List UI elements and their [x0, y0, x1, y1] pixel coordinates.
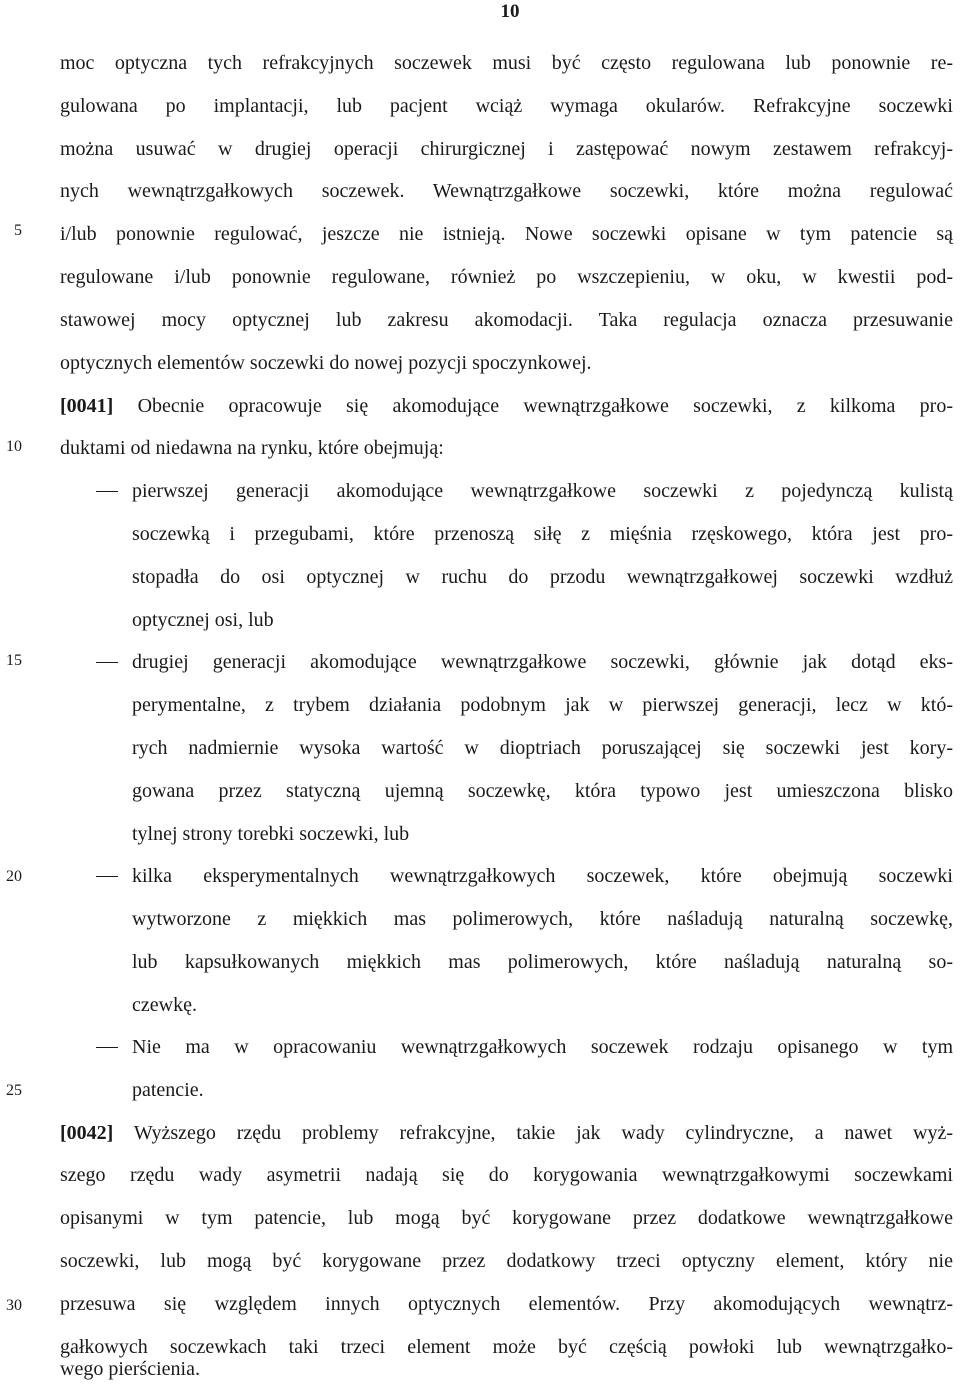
paragraph-line: opisanymi w tym patencie, lub mogą być korygowane przez dodatkowe wewnątrzgałkowe: [60, 1207, 953, 1229]
paragraph-line: moc optyczna tych refrakcyjnych soczewek musi być często regulowana lub ponownie re-: [60, 52, 953, 74]
paragraph-line: [60, 391, 953, 421]
paragraph-line: przesuwa się względem innych optycznych elementów. Przy akomodujących wewnątrz-: [60, 1293, 953, 1315]
list-item-line: wytworzone z miękkich mas polimerowych, które naśladują naturalną soczewkę,: [132, 908, 953, 930]
line-number: 30: [6, 1297, 22, 1314]
list-item-line: drugiej generacji akomodujące wewnątrzgałkowe soczewki, głównie jak dotąd eks-: [132, 651, 953, 673]
list-item-line: patencie.: [132, 1079, 204, 1101]
list-item-line: pierwszej generacji akomodujące wewnątrzgałkowe soczewki z pojedynczą kulistą: [132, 480, 953, 502]
list-item-line: soczewką i przegubami, które przenoszą siłę z mięśnia rzęskowego, która jest pro-: [132, 523, 953, 545]
paragraph-line: i/lub ponownie regulować, jeszcze nie istnieją. Nowe soczewki opisane w tym patencie są: [60, 223, 953, 245]
page-number: 10: [500, 1, 520, 22]
paragraph-text: Obecnie opracowuje się akomodujące wewnątrzgałkowe soczewki, z kilkoma pro-: [113, 395, 953, 417]
list-item-line: gowana przez statyczną ujemną soczewkę, która typowo jest umieszczona blisko: [132, 780, 953, 802]
list-item-line: kilka eksperymentalnych wewnątrzgałkowych soczewek, które obejmują soczewki: [132, 865, 953, 887]
list-item-line: Nie ma w opracowaniu wewnątrzgałkowych soczewek rodzaju opisanego w tym: [132, 1036, 953, 1058]
line-number: 15: [6, 652, 22, 669]
line-number: 25: [6, 1082, 22, 1099]
paragraph-ref: [0041]: [60, 395, 114, 417]
list-dash: [96, 876, 118, 877]
paragraph-line: stawowej mocy optycznej lub zakresu akomodacji. Taka regulacja oznacza przesuwanie: [60, 309, 953, 331]
paragraph-line: duktami od niedawna na rynku, które obejmują:: [60, 437, 444, 459]
list-item-line: rych nadmiernie wysoka wartość w dioptriach poruszającej się soczewki jest kory-: [132, 737, 953, 759]
line-number: 20: [6, 868, 22, 885]
paragraph-line: gulowana po implantacji, lub pacjent wciąż wymaga okularów. Refrakcyjne soczewki: [60, 95, 953, 117]
paragraph-text: Wyższego rzędu problemy refrakcyjne, takie jak wady cylindryczne, a nawet wyż-: [113, 1122, 953, 1144]
paragraph-ref: [0042]: [60, 1122, 114, 1144]
paragraph-line: nych wewnątrzgałkowych soczewek. Wewnątrzgałkowe soczewki, które można regulować: [60, 180, 953, 202]
paragraph-line: gałkowych soczewkach taki trzeci element może być częścią powłoki lub wewnątrzgałko-: [60, 1336, 953, 1358]
list-item-line: czewkę.: [132, 994, 197, 1016]
list-dash: [96, 662, 118, 663]
list-dash: [96, 1047, 118, 1048]
list-item-line: lub kapsułkowanych miękkich mas polimerowych, które naśladują naturalną so-: [132, 951, 953, 973]
list-item-line: tylnej strony torebki soczewki, lub: [132, 823, 410, 845]
paragraph-line: wego pierścienia.: [60, 1358, 200, 1380]
paragraph-line: można usuwać w drugiej operacji chirurgicznej i zastępować nowym zestawem refrakcyj-: [60, 138, 953, 160]
list-dash: [96, 491, 118, 492]
paragraph-line: soczewki, lub mogą być korygowane przez dodatkowy trzeci optyczny element, który nie: [60, 1250, 953, 1272]
line-number: 5: [14, 222, 22, 239]
paragraph-line: [60, 1118, 953, 1148]
paragraph-line: optycznych elementów soczewki do nowej pozycji spoczynkowej.: [60, 352, 592, 374]
paragraph-line: regulowane i/lub ponownie regulowane, również po wszczepieniu, w oku, w kwestii pod-: [60, 266, 953, 288]
list-item-line: optycznej osi, lub: [132, 609, 274, 631]
line-number: 10: [6, 438, 22, 455]
list-item-line: stopadła do osi optycznej w ruchu do przodu wewnątrzgałkowej soczewki wzdłuż: [132, 566, 953, 588]
list-item-line: perymentalne, z trybem działania podobnym jak w pierwszej generacji, lecz w któ-: [132, 694, 953, 716]
paragraph-line: szego rzędu wady asymetrii nadają się do korygowania wewnątrzgałkowymi soczewkami: [60, 1164, 953, 1186]
